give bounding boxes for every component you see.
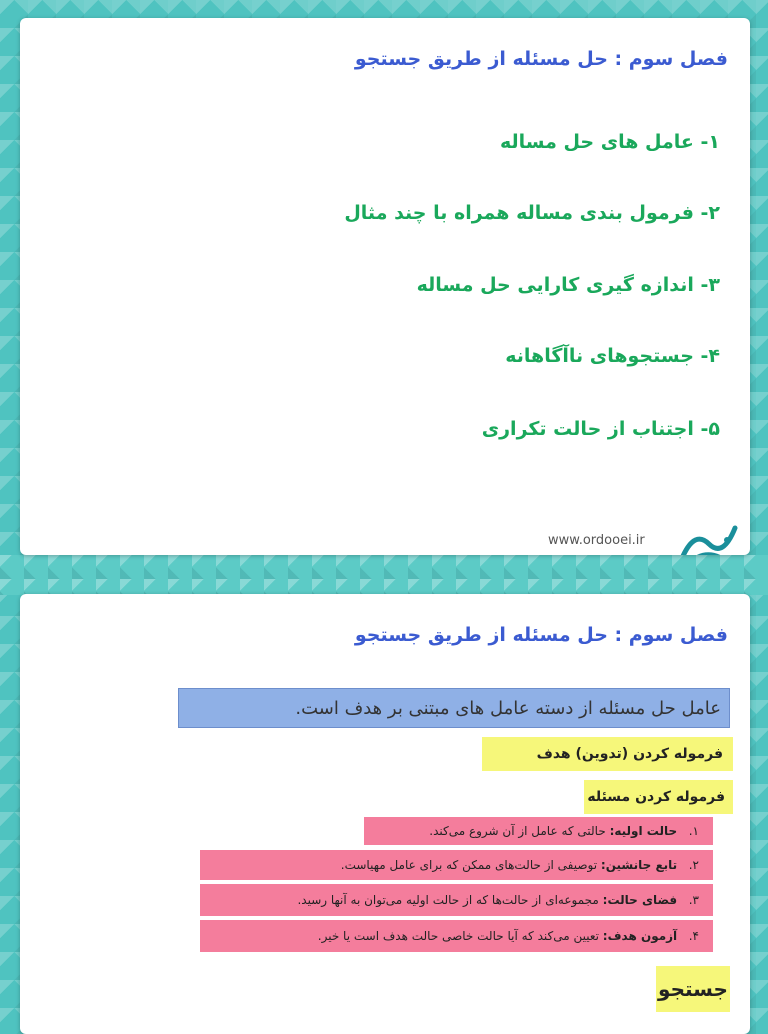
toc-item-5: ۵- اجتناب از حالت تکراری <box>481 418 720 440</box>
list-item <box>200 884 713 916</box>
list-item-number: ۲. <box>688 858 699 872</box>
search-label: جستجو <box>656 966 730 1012</box>
list-item-number: ۱. <box>688 824 699 838</box>
list-item <box>200 850 713 880</box>
list-item <box>364 817 713 845</box>
slide-1 <box>20 18 750 555</box>
list-item-term: آزمون هدف: <box>602 929 678 943</box>
list-item-text: توصیفی از حالت‌های ممکن که برای عامل مهیاست. <box>340 858 601 872</box>
slide-gap <box>0 555 768 595</box>
list-item-term: حالت اولیه: <box>609 824 678 838</box>
list-item-number: ۳. <box>688 893 699 907</box>
toc-item-4: ۴- جستجوهای ناآگاهانه <box>505 345 720 367</box>
list-item-text: حالتی که عامل از آن شروع می‌کند. <box>429 824 610 838</box>
author-logo <box>675 518 745 555</box>
goal-based-agent-line: عامل حل مسئله از دسته عامل های مبتنی بر هدف است. <box>178 688 730 728</box>
slide-2-title: فصل سوم : حل مسئله از طریق جستجو <box>354 624 728 646</box>
list-item-term: تابع جانشین: <box>600 858 678 872</box>
footer-url: www.ordooei.ir <box>548 533 645 548</box>
list-item-number: ۴. <box>688 929 699 943</box>
list-item-text: تعیین می‌کند که آیا حالت خاصی حالت هدف است یا خیر. <box>317 929 603 943</box>
goal-formulation-label: فرموله کردن (تدوین) هدف <box>482 737 733 771</box>
toc-item-3: ۳- اندازه گیری کارایی حل مساله <box>416 274 720 296</box>
slide-2 <box>20 594 750 1034</box>
toc-item-1: ۱- عامل های حل مساله <box>499 131 720 153</box>
list-item-text: مجموعه‌ای از حالت‌ها که از حالت اولیه می‌توان به آنها رسید. <box>297 893 603 907</box>
list-item-term: فضای حالت: <box>602 893 678 907</box>
slide-1-title: فصل سوم : حل مسئله از طریق جستجو <box>354 48 728 70</box>
problem-formulation-label: فرموله کردن مسئله <box>584 780 733 814</box>
list-item <box>200 920 713 952</box>
toc-item-2: ۲- فرمول بندی مساله همراه با چند مثال <box>344 202 720 224</box>
